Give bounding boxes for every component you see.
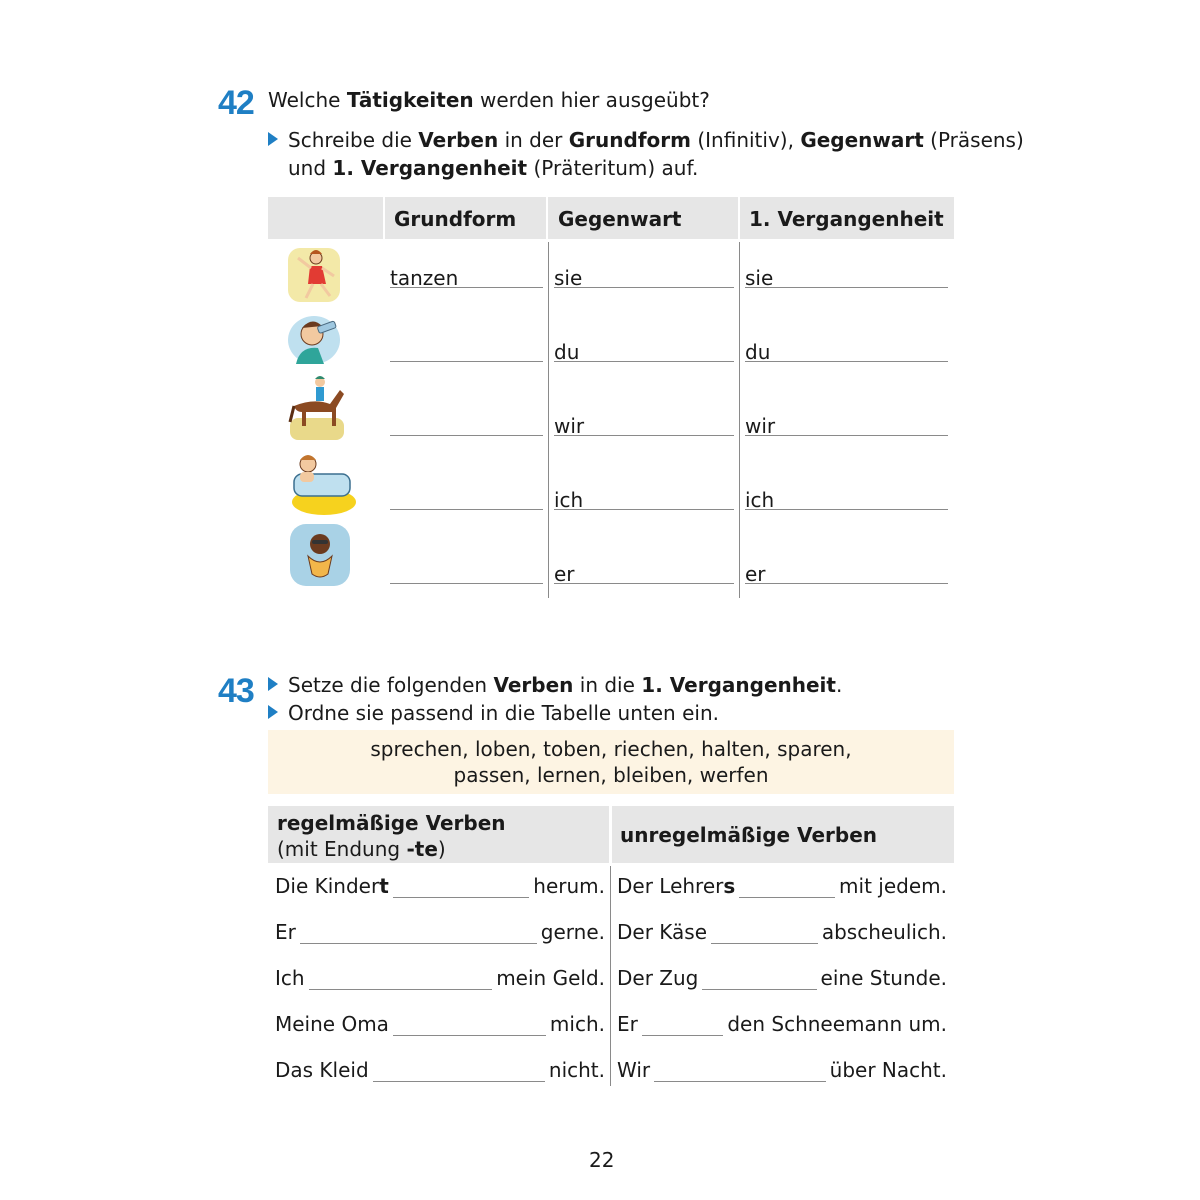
instr-bold: 1. Vergangenheit: [332, 156, 528, 180]
header-divider: [738, 197, 740, 239]
header-sub: (mit Endung: [277, 837, 407, 861]
column-divider: [610, 866, 611, 1086]
row5-gegenwart-blank[interactable]: [554, 562, 734, 584]
instr-bold: Verben: [493, 673, 574, 697]
answer-blank[interactable]: [739, 875, 835, 898]
answer-blank[interactable]: [642, 1013, 723, 1036]
row1-vergangenheit-pronoun: sie: [745, 266, 774, 290]
sentence-start: Der Zug: [617, 966, 699, 990]
instr-bold: 1. Vergangenheit: [641, 673, 836, 697]
row4-gegenwart-blank[interactable]: [554, 488, 734, 510]
bathing-child-icon: [286, 450, 358, 516]
row1-vergangenheit-blank[interactable]: [745, 266, 948, 288]
header-divider: [546, 197, 548, 239]
answer-blank[interactable]: [711, 921, 818, 944]
question-text-end: werden hier ausgeübt?: [473, 88, 710, 112]
row2-gegenwart-blank[interactable]: [554, 340, 734, 362]
instr-bold: Grundform: [568, 128, 691, 152]
page-number: 22: [589, 1148, 615, 1172]
exercise-43-number: 43: [218, 672, 254, 710]
irregular-row-5: [617, 1058, 947, 1082]
hint-letter: t: [379, 874, 389, 898]
row4-vergangenheit-blank[interactable]: [745, 488, 948, 510]
irregular-row-1: [617, 874, 947, 898]
header-irregular-verbs: unregelmäßige Verben: [620, 823, 877, 847]
header-regular-title: regelmäßige Verben: [277, 811, 506, 835]
row3-gegenwart-blank[interactable]: [554, 414, 734, 436]
triangle-bullet-icon: [268, 705, 278, 719]
verb-list-line-1: sprechen, loben, toben, riechen, halten, sparen,: [370, 737, 852, 761]
sentence-start: Das Kleid: [275, 1058, 369, 1082]
sentence-start: Die Kinder: [275, 874, 380, 898]
row4-gegenwart-pronoun: ich: [554, 488, 584, 512]
header-gegenwart: Gegenwart: [558, 207, 682, 231]
sentence-end: mit jedem.: [839, 874, 947, 898]
header-regular-verbs: [277, 810, 506, 862]
row5-grundform-blank[interactable]: [390, 562, 543, 584]
sentence-end: über Nacht.: [829, 1058, 947, 1082]
instr-part: (Präsens): [923, 128, 1024, 152]
question-bold: Tätigkeiten: [346, 88, 474, 112]
row3-vergangenheit-pronoun: wir: [745, 414, 776, 438]
sentence-end: mich.: [549, 1012, 605, 1036]
sentence-start: Der Käse: [617, 920, 708, 944]
instr-bold: Verben: [418, 128, 499, 152]
instr-bold: Gegenwart: [800, 128, 924, 152]
exercise-43-instruction-1: [268, 671, 842, 699]
sentence-end: nicht.: [548, 1058, 605, 1082]
column-divider: [548, 242, 549, 598]
row1-gegenwart-blank[interactable]: [554, 266, 734, 288]
triangle-bullet-icon: [268, 132, 278, 146]
dancing-girl-icon: [286, 244, 342, 304]
instr-part: Ordne sie passend in die Tabelle unten ein.: [288, 701, 719, 725]
instr-part: und: [288, 156, 333, 180]
row2-vergangenheit-pronoun: du: [745, 340, 771, 364]
exercise-42-question: [268, 86, 710, 114]
sentence-start: Er: [617, 1012, 638, 1036]
sentence-start: Ich: [275, 966, 305, 990]
exercise-42-instruction-line2: [288, 154, 698, 182]
regular-row-3: [275, 966, 605, 990]
row1-grundform-blank[interactable]: [390, 266, 543, 288]
sentence-end: gerne.: [540, 920, 605, 944]
sentence-start: Meine Oma: [275, 1012, 389, 1036]
sentence-start: Wir: [617, 1058, 651, 1082]
row3-gegenwart-pronoun: wir: [554, 414, 585, 438]
row5-vergangenheit-blank[interactable]: [745, 562, 948, 584]
header-grundform: Grundform: [394, 207, 517, 231]
sentence-start: Der Lehrer: [617, 874, 724, 898]
header-vergangenheit: 1. Vergangenheit: [749, 207, 944, 231]
instr-part: in der: [498, 128, 569, 152]
regular-row-2: [275, 920, 605, 944]
verb-list-box: [268, 730, 954, 794]
exercise-42-number: 42: [218, 84, 254, 122]
row5-vergangenheit-pronoun: er: [745, 562, 766, 586]
row2-gegenwart-pronoun: du: [554, 340, 580, 364]
instr-part: in die: [573, 673, 642, 697]
instr-part: Setze die folgenden: [288, 673, 494, 697]
irregular-row-4: [617, 1012, 947, 1036]
sentence-start: Er: [275, 920, 296, 944]
triangle-bullet-icon: [268, 677, 278, 691]
regular-row-5: [275, 1058, 605, 1082]
instr-part: .: [835, 673, 843, 697]
header-sub-bold: -te: [406, 837, 438, 861]
regular-row-4: [275, 1012, 605, 1036]
regular-row-1: [275, 874, 605, 898]
header-divider: [383, 197, 385, 239]
exercise-43-instruction-2: [268, 699, 719, 727]
row1-gegenwart-pronoun: sie: [554, 266, 583, 290]
answer-blank[interactable]: [309, 967, 493, 990]
instr-part: (Infinitiv),: [690, 128, 801, 152]
row3-vergangenheit-blank[interactable]: [745, 414, 948, 436]
sentence-end: abscheulich.: [821, 920, 947, 944]
sentence-end: herum.: [533, 874, 605, 898]
irregular-row-2: [617, 920, 947, 944]
instr-part: Schreibe die: [288, 128, 419, 152]
sentence-end: eine Stunde.: [820, 966, 947, 990]
row2-grundform-blank[interactable]: [390, 340, 543, 362]
instr-part: (Präteritum) auf.: [527, 156, 699, 180]
hint-letter: s: [723, 874, 736, 898]
horse-rider-icon: [286, 374, 350, 442]
verb-list-line-2: passen, lernen, bleiben, werfen: [453, 763, 769, 787]
row3-grundform-blank[interactable]: [390, 414, 543, 436]
exercise-42-instruction: [268, 126, 1024, 154]
sentence-end: mein Geld.: [496, 966, 605, 990]
answer-blank[interactable]: [373, 1059, 545, 1082]
drinking-boy-icon: [286, 314, 348, 366]
row4-grundform-blank[interactable]: [390, 488, 543, 510]
answer-blank[interactable]: [393, 1013, 546, 1036]
question-text: Welche: [268, 88, 347, 112]
row1-grundform: tanzen: [390, 266, 459, 290]
sentence-end: den Schneemann um.: [727, 1012, 947, 1036]
answer-blank[interactable]: [393, 875, 530, 898]
row4-vergangenheit-pronoun: ich: [745, 488, 775, 512]
answer-blank[interactable]: [654, 1059, 826, 1082]
swimming-boy-icon: [288, 522, 352, 588]
irregular-row-3: [617, 966, 947, 990]
answer-blank[interactable]: [702, 967, 816, 990]
column-divider: [739, 242, 740, 598]
row2-vergangenheit-blank[interactable]: [745, 340, 948, 362]
answer-blank[interactable]: [300, 921, 537, 944]
header-sub: ): [437, 837, 446, 861]
row5-gegenwart-pronoun: er: [554, 562, 575, 586]
